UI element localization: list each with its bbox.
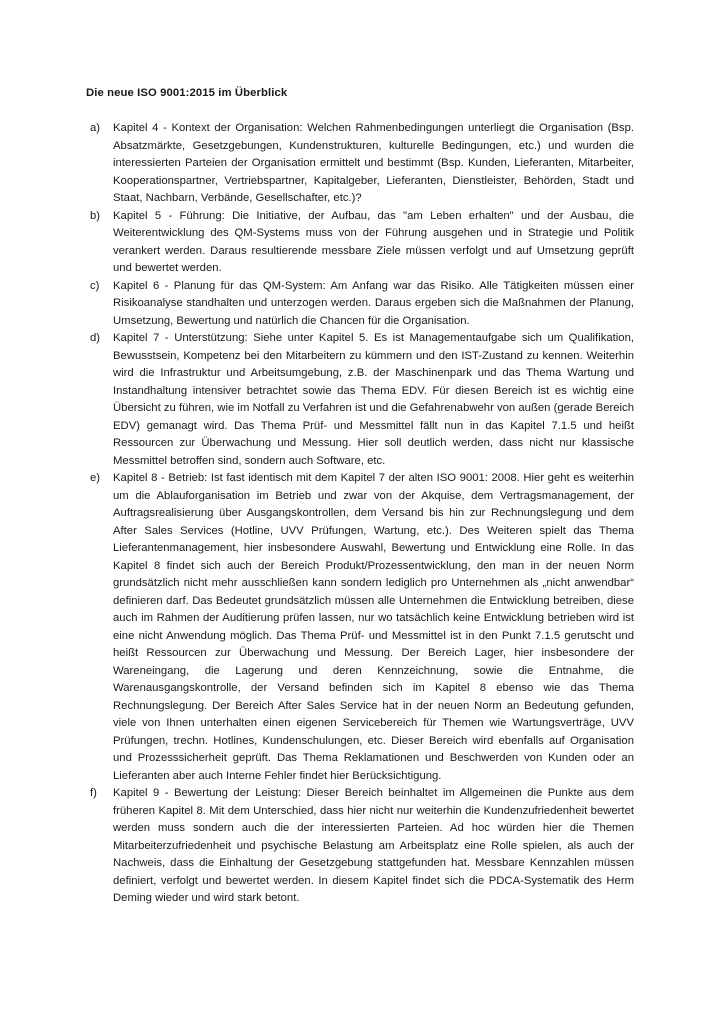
list-item-text: Kapitel 5 - Führung: Die Initiative, der Aufbau, das "am Leben erhalten" und der Ausbau, die Weiterentwicklung des QM-Systems muss von der Führung ausgehen und in Strategie und Politik verankert werden. Daraus resultierende messbare Ziele müssen verfolgt und auf Umsetzung geprüft und bewertet werden. [113,209,634,274]
list-item-text: Kapitel 4 - Kontext der Organisation: Welchen Rahmenbedingungen unterliegt die Organisation (Bsp. Absatzmärkte, Gesetzgebungen, Kundenstrukturen, kulturelle Bedingungen, etc.) und wurden die interessierten Parteien der Organisation ermittelt und bestimmt (Bsp. Kunden, Lieferanten, Mitarbeiter, Kooperationspartner, Vertriebspartner, Kapitalgeber, Lieferanten, Dienstleister, Behörden, Stadt und Staat, Nachbarn, Verbände, Gesellschafter, etc.)? [113,122,634,204]
list-item-marker: a) [90,122,101,134]
list-item [86,785,634,908]
list-item [86,470,634,785]
list-item [86,120,634,208]
list-item-marker: b) [90,209,101,222]
list-item-marker: e) [90,472,101,484]
list-item [86,208,634,278]
list-item-marker: d) [90,332,101,344]
list-item-text: Kapitel 7 - Unterstützung: Siehe unter Kapitel 5. Es ist Managementaufgabe sich um Qualifikation, Bewusstsein, Kompetenz bei den Mitarbeitern zu kümmern und den IST-Zustand zu kennen. Weiterhin wird die Infrastruktur und Arbeitsumgebung, z.B. der Maschinenpark und das Thema Wartung und Instandhaltung intensiver betrachtet sowie das Thema EDV. Für diesen Bereich ist es wichtig eine Übersicht zu führen, wie im Notfall zu Verfahren ist und die Gefahrenabwehr von außen (gerade Bereich EDV) gemanagt wird. Das Thema Prüf- und Messmittel fällt nun in das Kapitel 7.1.5 und heißt Ressourcen zur Überwachung und Messung. Hier soll deutlich werden, dass nicht nur klassische Messmittel betroffen sind, sondern auch Software, etc. [113,332,634,467]
page-title: Die neue ISO 9001:2015 im Überblick [86,87,288,99]
list-item-text: Kapitel 9 - Bewertung der Leistung: Dieser Bereich beinhaltet im Allgemeinen die Punkte aus dem früheren Kapitel 8. Mit dem Unterschied, dass hier nicht nur weiterhin die Kundenzufriedenheit bewertet werden muss sondern auch die der interessierten Parteien. Ad hoc würden hier die Themen Mitarbeiterzufriedenheit und psychische Belastung am Arbeitsplatz eine Rolle spielen, als auch der Nachweis, dass die Einhaltung der Gesetzgebung stattgefunden hat. Messbare Kennzahlen müssen definiert, verfolgt und bewertet werden. In diesem Kapitel findet sich die PDCA-Systematik des Herm Deming wieder und wird stark betont. [113,787,634,904]
list-item-text: Kapitel 6 - Planung für das QM-System: Am Anfang war das Risiko. Alle Tätigkeiten müssen einer Risikoanalyse standhalten und unterzogen werden. Daraus ergeben sich die Maßnahmen der Planung, Umsetzung, Bewertung und natürlich die Chancen für die Organisation. [113,279,634,327]
list-item-marker: c) [90,279,100,292]
list-item [86,278,634,331]
list-item [86,330,634,470]
list-item-text: Kapitel 8 - Betrieb: Ist fast identisch mit dem Kapitel 7 der alten ISO 9001: 2008. Hier geht es weiterhin um die Ablauforganisation im Betrieb und zwar von der Akquise, dem Vertragsmanagement, der Auftragsrealisierung über Ausgangskontrollen, dem Versand bis hin zur Rechnungslegung und dem After Sales Services (Hotline, UVV Prüfungen, Wartung, etc.). Des Weiteren spielt das Thema Lieferantenmanagement, hier insbesondere Auswahl, Bewertung und Entwicklung eine Rolle. In das Kapitel 8 findet sich auch der Bereich Produkt/Prozessentwicklung, den man in der neuen Norm grundsätzlich nicht mehr ausschließen kann sondern lediglich pro Unternehmen als „nicht anwendbar“ definieren darf. Das Bedeutet grundsätzlich müssen alle Unternehmen die Entwicklung betreiben, diese auch im Rahmen der Auditierung prüfen lassen, nur wo tatsächlich keine Entwicklung betrieben wird ist eine nicht Anwendung möglich. Das Thema Prüf- und Messmittel ist in den Punkt 7.1.5 gerutscht und heißt Ressourcen zur Überwachung und Messung. Der Bereich Lager, hier insbesondere der Wareneingang, die Lagerung und deren Kennzeichnung, sowie die Entnahme, die Warenausgangskontrolle, der Versand befinden sich im Kapitel 8 ebenso wie das Thema Rechnungslegung. Der Bereich After Sales Service hat in der neuen Norm an Bedeutung gefunden, viele von Ihnen unterhalten einen eigenen Servicebereich für Themen wie Wartungsverträge, UVV Prüfungen, trechn. Hotlines, Kundenschulungen, etc. Dieser Bereich wird ebenfalls auf Organisation und Prozesssicherheit geprüft. Das Thema Reklamationen und Beschwerden von Kunden oder an Lieferanten aber auch Interne Fehler findet hier Berücksichtigung. [113,472,634,782]
list-item-marker: f) [90,787,97,799]
lettered-list [86,120,634,908]
